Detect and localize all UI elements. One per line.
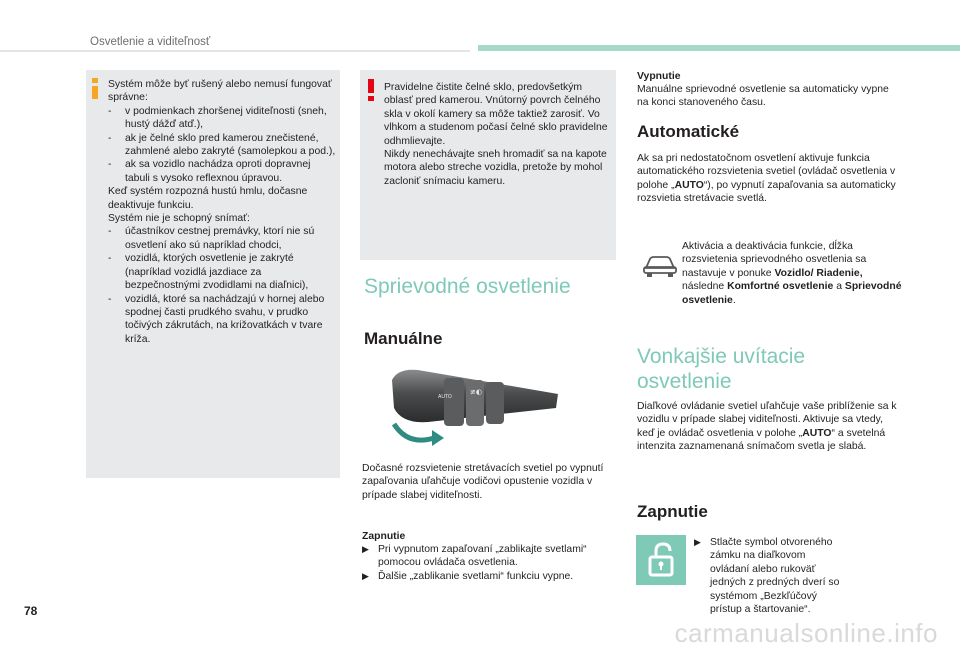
fog-light-icon: ≢◐ [470,388,482,396]
warning-box-text: Pravidelne čistite čelné sklo, predovšetkým oblasť pred kamerou. Vnútorný povrch čelného skla v okolí kamery sa môže taktiež zarosiť. Vo vlhkom a studenom počasí čelné sklo pravidelne odhmlievajte. Nikdy nenechávajte sneh hromadiť sa na kapote motora alebo streche vozidla, pretože by mohol zacloniť snímaciu kameru. [384,82,608,187]
vypnutie-label: Vypnutie [637,71,681,82]
list-item: ▶ Pri vypnutom zapaľovaní „zablikajte svetlami“ pomocou ovládača osvetlenia. [362,544,587,569]
arrow-bullet-icon: ▶ [362,544,369,554]
welcome-description: Diaľkové ovládanie svetiel uľahčuje vaše priblíženie sa k vozidlu v prípade slabej viditeľnosti. Aktivuje sa vtedy, keď je ovládač osvetlenia v polohe „AUTO“ a svetelná intenzita zaznamenaná snímačom svetla je slabá. [637,401,897,453]
header-divider [0,50,470,52]
list-item: - vozidlá, ktorých osvetlenie je zakryté (napríklad vozidlá jazdiace za bezpečnostnými zvodidlami na diaľnici), [108,252,338,292]
watermark: carmanualsonline.info [674,618,938,648]
arrow-bullet-icon: ▶ [362,570,369,581]
section-title-guide-lighting: Sprievodné osvetlenie [364,275,571,298]
zapnutie-label: Zapnutie [362,531,406,542]
arrow-bullet-icon: ▶ [694,537,701,547]
list-item: - v podmienkach zhoršenej viditeľnosti (sneh, hustý dážď atď.), [108,105,338,132]
list-item: - ak je čelné sklo pred kamerou znečistené, zahmlené alebo zakryté (samolepkou a pod.), [108,132,338,159]
header-accent-bar [478,45,960,51]
vypnutie-description: Manuálne sprievodné osvetlenie sa automaticky vypne na konci stanoveného času. [637,84,889,109]
subheading-manual: Manuálne [364,329,443,348]
list-item: ▶ Stlačte symbol otvoreného zámku na diaľkovom ovládaní alebo rukoväť jedných z predných dverí so systémom „Bezkľúčový prístup a štartovanie“. [694,537,840,616]
automatic-description: Ak sa pri nedostatočnom osvetlení aktivuje funkcia automatického rozsvietenia svetiel (ovládač osvetlenia v polohe „AUTO“), po vypnutí zapaľovania sa automaticky rozsvietia stretávacie svetlá. [637,153,896,205]
zapnutie-steps [362,543,614,583]
info-box-text: Systém môže byť rušený alebo nemusí fungovať správne: - v podmienkach zhoršenej viditeľnosti (sneh, hustý dážď atď.), - ak je čelné sklo pred kamerou znečistené, zahmlené alebo zakryté (samolepkou a pod.), - ak sa vozidlo nachádza oproti dopravnej tabuli s vysoko reflexnou úpravou. Keď systém rozpozná hustú hmlu, dočasne deaktivuje funkciu. Systém nie je schopný snímať: - účastníkov cestnej premávky, ktorí nie sú osvetlení ako sú napríklad chodci, - vozidlá, ktorých osvetlenie je zakryté (napríklad vozidlá jazdiace za bezpečnostnými zvodidlami na diaľnici), - vozidlá, ktoré sa nachádzajú v hornej alebo spodnej časti prudkého svahu, v prudko točivých zákrutách, na križovatkách v tvare kríža. [108,78,338,346]
info-icon [92,78,98,98]
list-item: - vozidlá, ktoré sa nachádzajú v hornej alebo spodnej časti prudkého svahu, v prudko točivých zákrutách, na križovatkách v tvare kríža. [108,293,338,347]
rotate-arrow-icon [394,424,434,440]
subheading-zapnutie: Zapnutie [637,502,708,521]
list-item: - ak sa vozidlo nachádza oproti dopravnej tabuli s vysoko reflexnou úpravou. [108,158,338,185]
list-item: ▶ Ďalšie „zablikanie svetlami“ funkciu vypne. [362,570,574,582]
unlock-tile [636,535,686,585]
unlock-step [694,536,844,616]
unlock-icon [636,535,686,585]
list-item: - účastníkov cestnej premávky, ktorí nie sú osvetlení ako sú napríklad chodci, [108,225,338,252]
stalk-auto-label: AUTO [438,394,452,400]
lighting-stalk-illustration [388,364,564,456]
car-settings-icon [642,250,678,278]
page-number: 78 [24,604,38,618]
warning-box [360,70,616,260]
car-settings-note: Aktivácia a deaktivácia funkcie, dĺžka rozsvietenia sprievodného osvetlenia sa nastavuje v ponuke Vozidlo/ Riadenie, následne Komfortné osvetlenie a Sprievodné osvetlenie. [682,241,902,306]
manual-description: Dočasné rozsvietenie stretávacích svetiel po vypnutí zapaľovania uľahčuje vodičovi opustenie vozidla v prípade slabej viditeľnosti. [362,463,604,501]
page-section-title: Osvetlenie a viditeľnosť [90,36,211,48]
info-box [86,70,340,478]
subheading-automatic: Automatické [637,122,740,141]
section-title-welcome-lighting: Vonkajšie uvítacie osvetlenie [637,345,806,393]
